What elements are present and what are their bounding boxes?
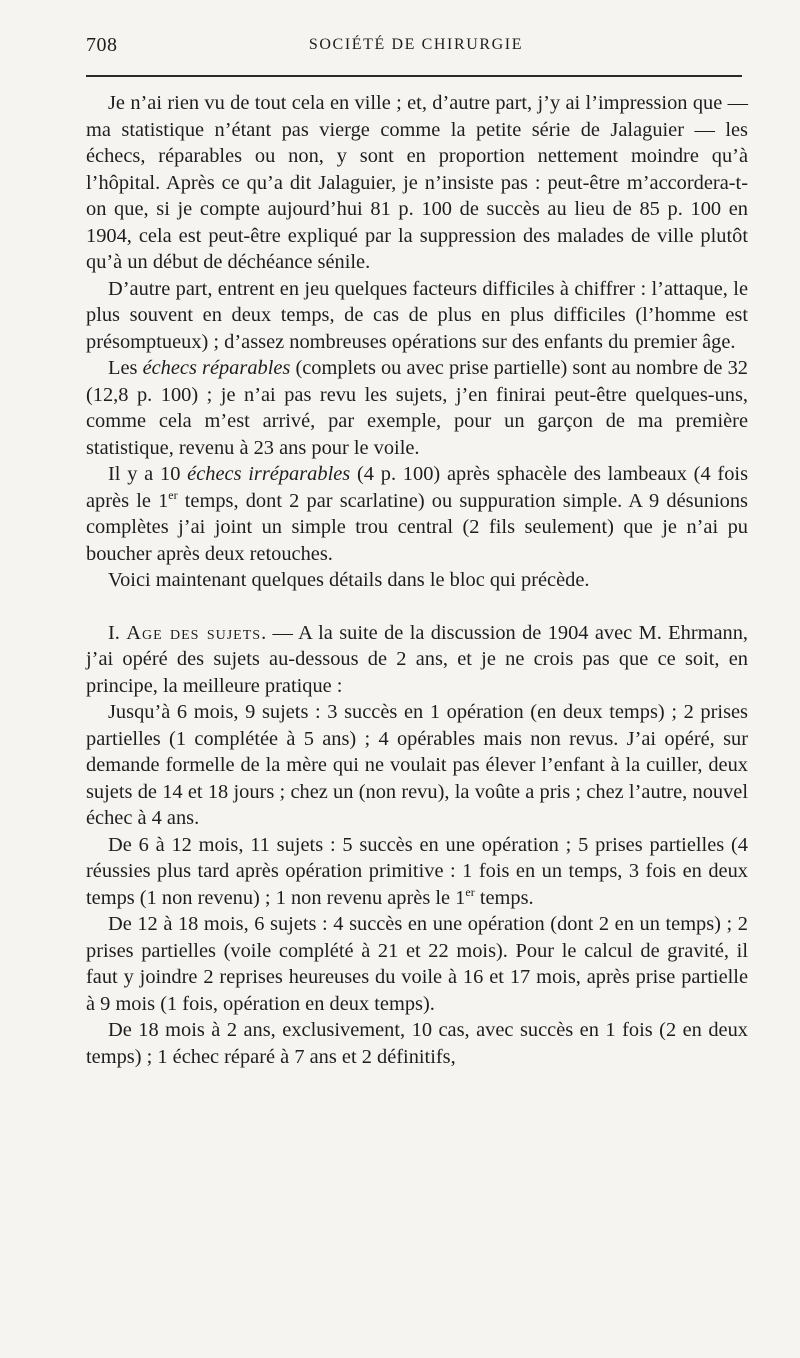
paragraph: Les échecs réparables (complets ou avec prise partielle) sont au nombre de 32 (12,8 p. 100) ; je n’ai pas revu les sujets, j’en finirai peut-être quelques-uns, comme cela m’est arrivé, par exemple, pour un garçon de ma première statistique, revenu à 23 ans pour le voile.: [86, 357, 748, 459]
header-rule: [86, 75, 742, 77]
emphasis: échecs réparables: [142, 357, 291, 379]
paragraph: Voici maintenant quelques détails dans le bloc qui précède.: [108, 569, 590, 591]
page-number: 708: [86, 34, 118, 56]
section-paragraph: I. Age des sujets. — A la suite de la discussion de 1904 avec M. Ehrmann, j’ai opéré des sujets au-dessous de 2 ans, et je ne crois pas que ce soit, en principe, la meilleure pratique :: [86, 621, 749, 697]
paragraph: Il y a 10 échecs irréparables (4 p. 100) après sphacèle des lambeaux (4 fois après le 1er temps, dont 2 par scarlatine) ou suppuration simple. A 9 désunions complètes j’ai joint un simple trou central (2 fils seulement) que je n’ai pu boucher après deux retouches.: [86, 463, 749, 565]
paragraph: D’autre part, entrent en jeu quelques facteurs difficiles à chiffrer : l’attaque, le plus souvent en deux temps, de cas de plus en plus difficiles (l’homme est présomptueux) ; d’assez nombreuses opérations sur des enfants du premier âge.: [86, 277, 748, 353]
superscript: er: [168, 487, 178, 502]
paragraph: Je n’ai rien vu de tout cela en ville ; et, d’autre part, j’y ai l’impression que — ma statistique n’étant pas vierge comme la petite série de Jalaguier — les échecs, réparables ou non, y sont en proportion nettement moindre qu’à l’hôpital. Après ce qu’a dit Jalaguier, je n’insiste pas : peut-être m’accordera-t-on que, si je compte aujourd’hui 81 p. 100 de succès au lieu de 85 p. 100 en 1904, cela est peut-être expliqué par la suppression des malades de ville plutôt qu’à un début de déchéance sénile.: [86, 92, 748, 273]
paragraph: De 18 mois à 2 ans, exclusivement, 10 cas, avec succès en 1 fois (2 en deux temps) ; 1 échec réparé à 7 ans et 2 définitifs,: [86, 1019, 748, 1068]
paragraph: De 12 à 18 mois, 6 sujets : 4 succès en une opération (dont 2 en un temps) ; 2 prises partielles (voile complété à 21 et 22 mois). Pour le calcul de gravité, il faut y joindre 2 reprises heureuses du voile à 16 et 17 mois, après prise partielle à 9 mois (1 fois, opération en deux temps).: [86, 913, 748, 1015]
section-heading: Age des sujets: [126, 621, 262, 644]
page-header: [86, 34, 746, 60]
paragraph: Jusqu’à 6 mois, 9 sujets : 3 succès en 1 opération (en deux temps) ; 2 prises partielles (1 complétée à 5 ans) ; 4 opérables mais non revus. J’ai opéré, sur demande formelle de la mère qui ne voulait pas élever l’enfant à la cuiller, deux sujets de 14 et 18 jours ; chez un (non revu), la voûte a pris ; chez l’autre, nouvel échec à 4 ans.: [86, 701, 748, 829]
superscript: er: [465, 884, 475, 899]
emphasis: échecs irréparables: [187, 463, 351, 485]
page-body: [86, 90, 748, 1070]
paragraph: De 6 à 12 mois, 11 sujets : 5 succès en une opération ; 5 prises partielles (4 réussies plus tard après opération primitive : 1 fois en un temps, 3 fois en deux temps (1 non revenu) ; 1 non revenu après le 1er temps.: [86, 833, 748, 909]
running-head: SOCIÉTÉ DE CHIRURGIE: [308, 36, 524, 53]
